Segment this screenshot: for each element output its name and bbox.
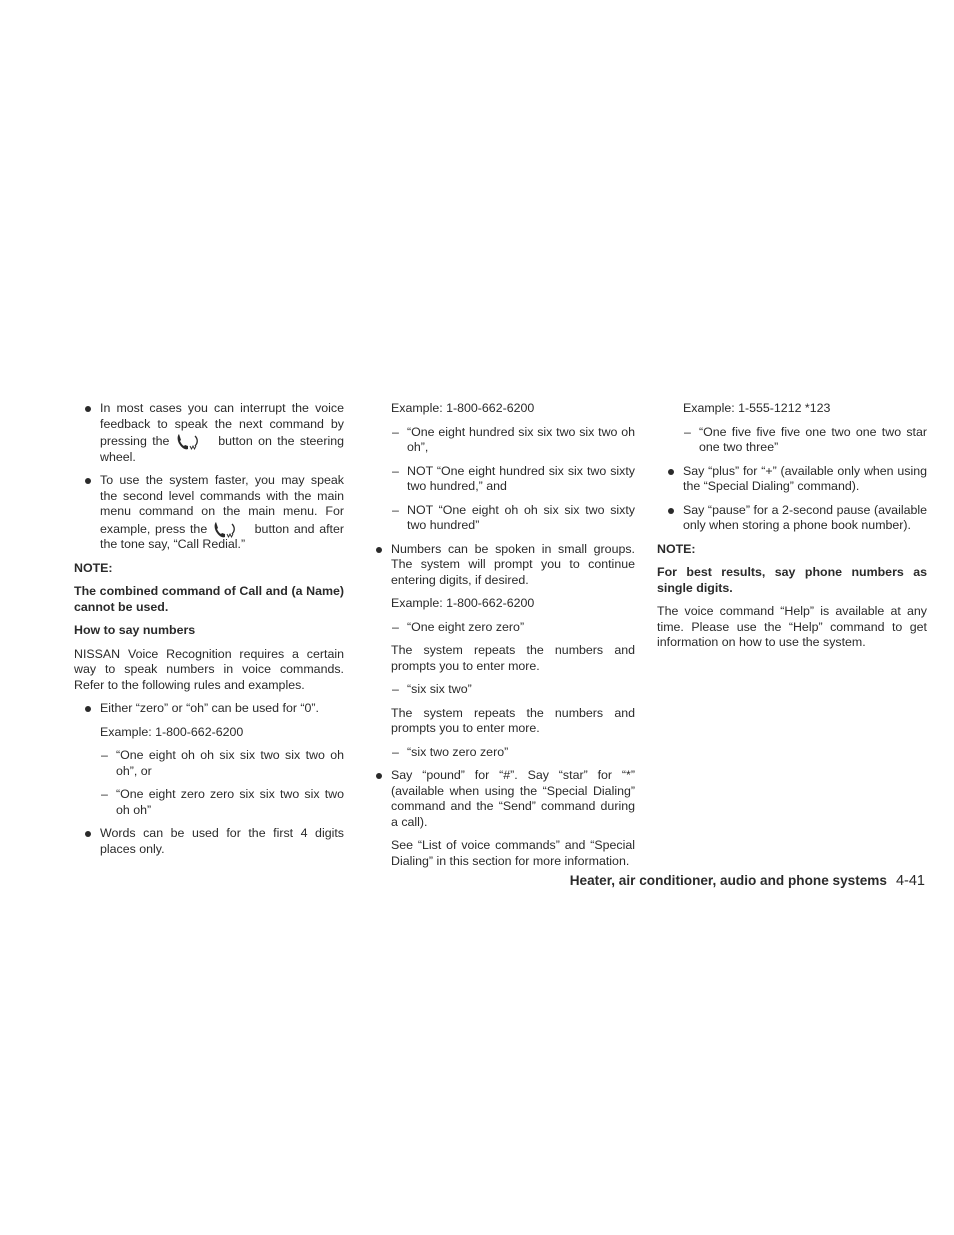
page-number: 4-41 xyxy=(895,873,925,889)
column-right xyxy=(657,401,927,659)
footer-section-title: Heater, air conditioner, audio and phone systems xyxy=(569,873,887,888)
bullet-small-groups: Numbers can be spoken in small groups. The system will prompt you to continue entering digits, if desired. xyxy=(365,542,635,589)
paragraph: See “List of voice commands” and “Special Dialing” in this section for more information. xyxy=(391,838,635,868)
phone-voice-icon xyxy=(175,432,213,448)
paragraph: The system repeats the numbers and prompts you to enter more. xyxy=(391,705,635,735)
example-line: Example: 1-800-662-6200 xyxy=(100,724,244,739)
dash-item: – “One eight oh oh six six two six two oh oh”, or xyxy=(101,748,344,778)
paragraph: The voice command “Help” is available at any time. Please use the “Help” command to get information on how to use the system. xyxy=(657,604,927,649)
note-body: The combined command of Call and (a Name) cannot be used. xyxy=(74,584,344,614)
dash-item: – “One eight zero zero” xyxy=(392,619,525,634)
paragraph: NISSAN Voice Recognition requires a certain way to speak numbers in voice commands. Refer to the following rules and examples. xyxy=(74,646,344,692)
column-middle xyxy=(365,401,635,877)
note-heading: NOTE: xyxy=(74,560,113,575)
bullet-pound-star: Say “pound” for “#”. Say “star” for “*” (available when using the “Special Dialing” command and the “Send” command during a call). xyxy=(365,768,635,830)
bullet-system-faster: To use the system faster, you may speak the second level commands with the main menu command on the main menu. For example, press the button and after the tone say, “Call Redial.” xyxy=(74,473,344,553)
example-line: Example: 1-555-1212 *123 xyxy=(683,401,831,415)
dash-item: – “One eight zero zero six six two six two oh oh” xyxy=(101,787,344,817)
note-body: For best results, say phone numbers as single digits. xyxy=(657,565,927,595)
paragraph: The system repeats the numbers and prompts you to enter more. xyxy=(391,643,635,673)
dash-item: – “One eight hundred six six two six two oh oh”, xyxy=(392,424,635,454)
bullet-zero-oh: Either “zero” or “oh” can be used for “0”. xyxy=(74,701,344,717)
example-line: Example: 1-800-662-6200 xyxy=(391,401,535,415)
example-line: Example: 1-800-662-6200 xyxy=(391,596,535,610)
section-heading: How to say numbers xyxy=(74,623,196,637)
note-heading: NOTE: xyxy=(657,541,696,556)
bullet-interrupt-feedback: In most cases you can interrupt the voice feedback to speak the next command by pressing the button on the steering wheel. xyxy=(74,401,344,465)
dash-item: – NOT “One eight oh oh six six two sixty two hundred” xyxy=(392,502,635,532)
dash-item: – “six two zero zero” xyxy=(392,744,509,759)
dash-item: – NOT “One eight hundred six six two sixty two hundred,” and xyxy=(392,463,635,493)
dash-item: – “One five five five one two one two star one two three” xyxy=(684,424,927,454)
bullet-plus: Say “plus” for “+” (available only when using the “Special Dialing” command). xyxy=(657,464,927,495)
dash-item: – “six six two” xyxy=(392,682,472,696)
phone-voice-icon xyxy=(212,520,250,536)
column-left xyxy=(74,401,344,865)
page-footer xyxy=(570,872,925,890)
bullet-pause: Say “pause” for a 2-second pause (available only when storing a phone book number). xyxy=(657,503,927,534)
bullet-words-digits: Words can be used for the first 4 digits places only. xyxy=(74,826,344,857)
